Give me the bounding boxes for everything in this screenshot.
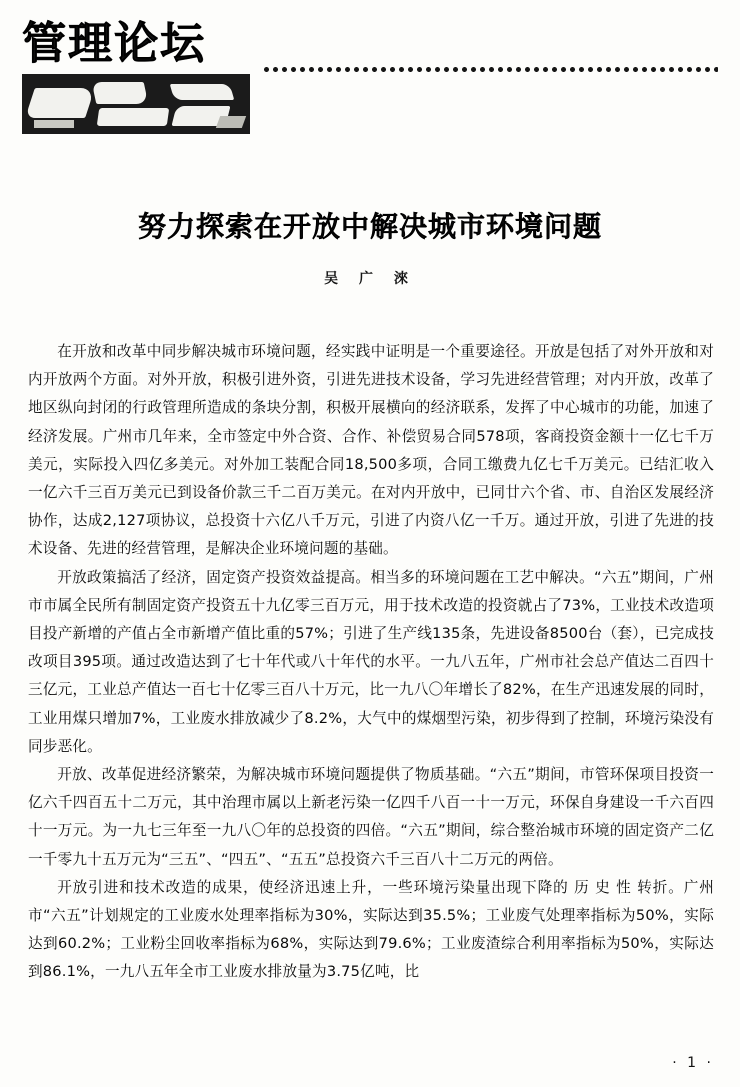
body-paragraph: 开放、改革促进经济繁荣，为解决城市环境问题提供了物质基础。“六五”期间，市管环保项目投资一亿六千四百五十二万元，其中治理市属以上新老污染一亿四千八百一十一万元，环保自身建设一千六百四十一万元。为一九七三年至一九八〇年的总投资的四倍。“六五”期间，综合整治城市环境的固定资产二亿一千零九十五万元为“三五”、“四五”、“五五”总投资六千三百八十二万元的两倍。	[28, 766, 714, 868]
article-body	[28, 338, 714, 987]
page-number: · 1 ·	[672, 1055, 714, 1071]
masthead-artwork-icon	[22, 74, 250, 134]
article-headline: 努力探索在开放中解决城市环境问题	[137, 210, 602, 243]
body-paragraph: 开放引进和技术改造的成果，使经济迅速上升，一些环境污染量出现下降的 历 史 性 转折。广州市“六五”计划规定的工业废水处理率指标为30%，实际达到35.5%；工业废气处理率指标为50%，实际达到60.2%；工业粉尘回收率指标为68%，实际达到79.6%；工业废渣综合利用率指标为50%，实际达到86.1%，一九八五年全市工业废水排放量为3.75亿吨，比	[28, 878, 714, 981]
dotted-rule-divider	[262, 64, 718, 74]
article-byline: 吴 广 淶	[324, 271, 416, 287]
body-paragraph: 开放政策搞活了经济，固定资产投资效益提高。相当多的环境问题在工艺中解决。“六五”期间，广州市市属全民所有制固定资产投资五十九亿零三百万元，用于技术改造的投资就占了73%，工业技术改造项目投产新增的产值占全市新增产值比重的57%；引进了生产线135条，先进设备8500台（套），已完成技改项目395项。通过改造达到了七十年代或八十年代的水平。一九八五年，广州市社会总产值达二百四十三亿元，工业总产值达一百七十亿零三百八十万元，比一九八〇年增长了82%，在生产迅速发展的同时，工业用煤只增加7%，工业废水排放减少了8.2%，大气中的煤烟型污染，初步得到了控制，环境污染没有同步恶化。	[28, 568, 714, 755]
masthead-title: 管理论坛	[22, 18, 206, 69]
body-paragraph: 在开放和改革中同步解决城市环境问题，经实践中证明是一个重要途径。开放是包括了对外开放和对内开放两个方面。对外开放，积极引进外资，引进先进技术设备，学习先进经营管理；对内开放，改革了地区纵向封闭的行政管理所造成的条块分割，积极开展横向的经济联系，发挥了中心城市的功能，加速了经济发展。广州市几年来，全市签定中外合资、合作、补偿贸易合同578项，客商投资金额十一亿七千万美元，实际投入四亿多美元。对外加工装配合同18,500多项，合同工缴费九亿七千万美元。已结汇收入一亿六千三百万美元已到设备价款三千二百万美元。在对内开放中，已同廿六个省、市、自治区发展经济协作，达成2,127项协议，总投资十六亿八千万元，引进了内资八亿一千万。通过开放，引进了先进的技术设备、先进的经营管理，是解决企业环境问题的基础。	[28, 343, 714, 558]
masthead	[22, 18, 254, 136]
